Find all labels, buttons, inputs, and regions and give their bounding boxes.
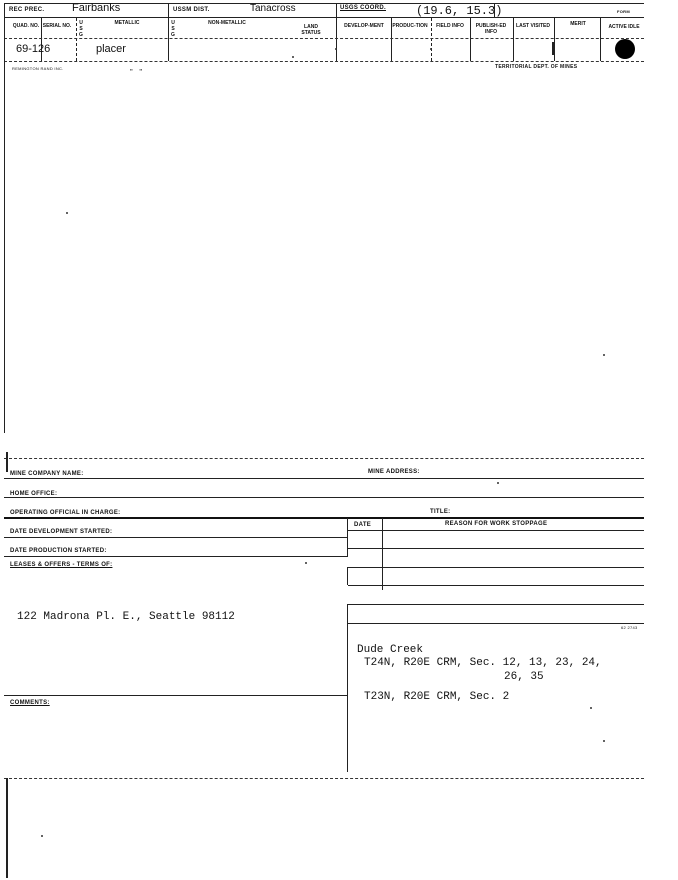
location-name: Dude Creek [357,644,424,656]
col-active-idle: ACTIVE IDLE [608,24,640,30]
usgs-coord-value: (19.6, 15.3) [416,4,503,18]
date-development-started-label: DATE DEVELOPMENT STARTED: [10,529,113,535]
location-line-3: T23N, R20E CRM, Sec. 2 [364,691,510,703]
col-metallic: METALLIC [114,20,140,26]
col-published-info: PUBLISH-ED INFO [475,23,507,35]
active-idle-marker [615,39,635,59]
mine-address-label: MINE ADDRESS: [368,469,420,475]
home-office-label: HOME OFFICE: [10,491,58,497]
metallic-value: placer [96,43,126,55]
footer-strip-right: TERRITORIAL DEPT. OF MINES [495,64,578,70]
col-last-visited: LAST VISITED [516,23,550,29]
date-column-label: DATE [354,522,372,528]
usgs-coord-label: USGS COORD. [340,5,386,11]
rec-prec-label: REC PREC. [9,7,45,13]
rec-prec-value: Fairbanks [72,2,121,14]
reason-column-label: REASON FOR WORK STOPPAGE [445,521,548,527]
col-land-status: LAND STATUS [301,24,321,36]
ussm-dist-label: USSM DIST. [173,7,210,13]
operating-official-label: OPERATING OFFICIAL IN CHARGE: [10,510,121,516]
comments-label: COMMENTS: [10,700,50,706]
col-serial-no: SERIAL NO. [42,23,72,29]
address-value: 122 Madrona Pl. E., Seattle 98112 [17,611,235,623]
footer-strip-left: REMINGTON RAND INC. [12,66,64,71]
title-label: TITLE: [430,509,451,515]
col-quad-no: QUAD. NO. [12,23,40,29]
mine-company-name-label: MINE COMPANY NAME: [10,471,84,477]
col-production: PRODUC-TION [392,23,428,29]
leases-offers-label: LEASES & OFFERS - TERMS OF: [10,562,113,568]
quad-serial-value: 69-126 [16,43,51,55]
col-non-metallic: NON-METALLIC [208,20,246,26]
col-development: DEVELOP-MENT [344,23,384,29]
small-code: 62 2743 [621,625,638,630]
col-merit: MERIT [570,21,586,27]
col-u2: U S G [171,20,175,38]
ussm-dist-value: Tanacross [250,3,296,14]
location-line-2: 26, 35 [504,671,544,683]
location-line-1: T24N, R20E CRM, Sec. 12, 13, 23, 24, [364,657,602,669]
col-u: U S G [79,20,83,38]
col-field-info: FIELD INFO [436,23,464,29]
form-number: FORM [617,9,630,14]
date-production-started-label: DATE PRODUCTION STARTED: [10,548,107,554]
